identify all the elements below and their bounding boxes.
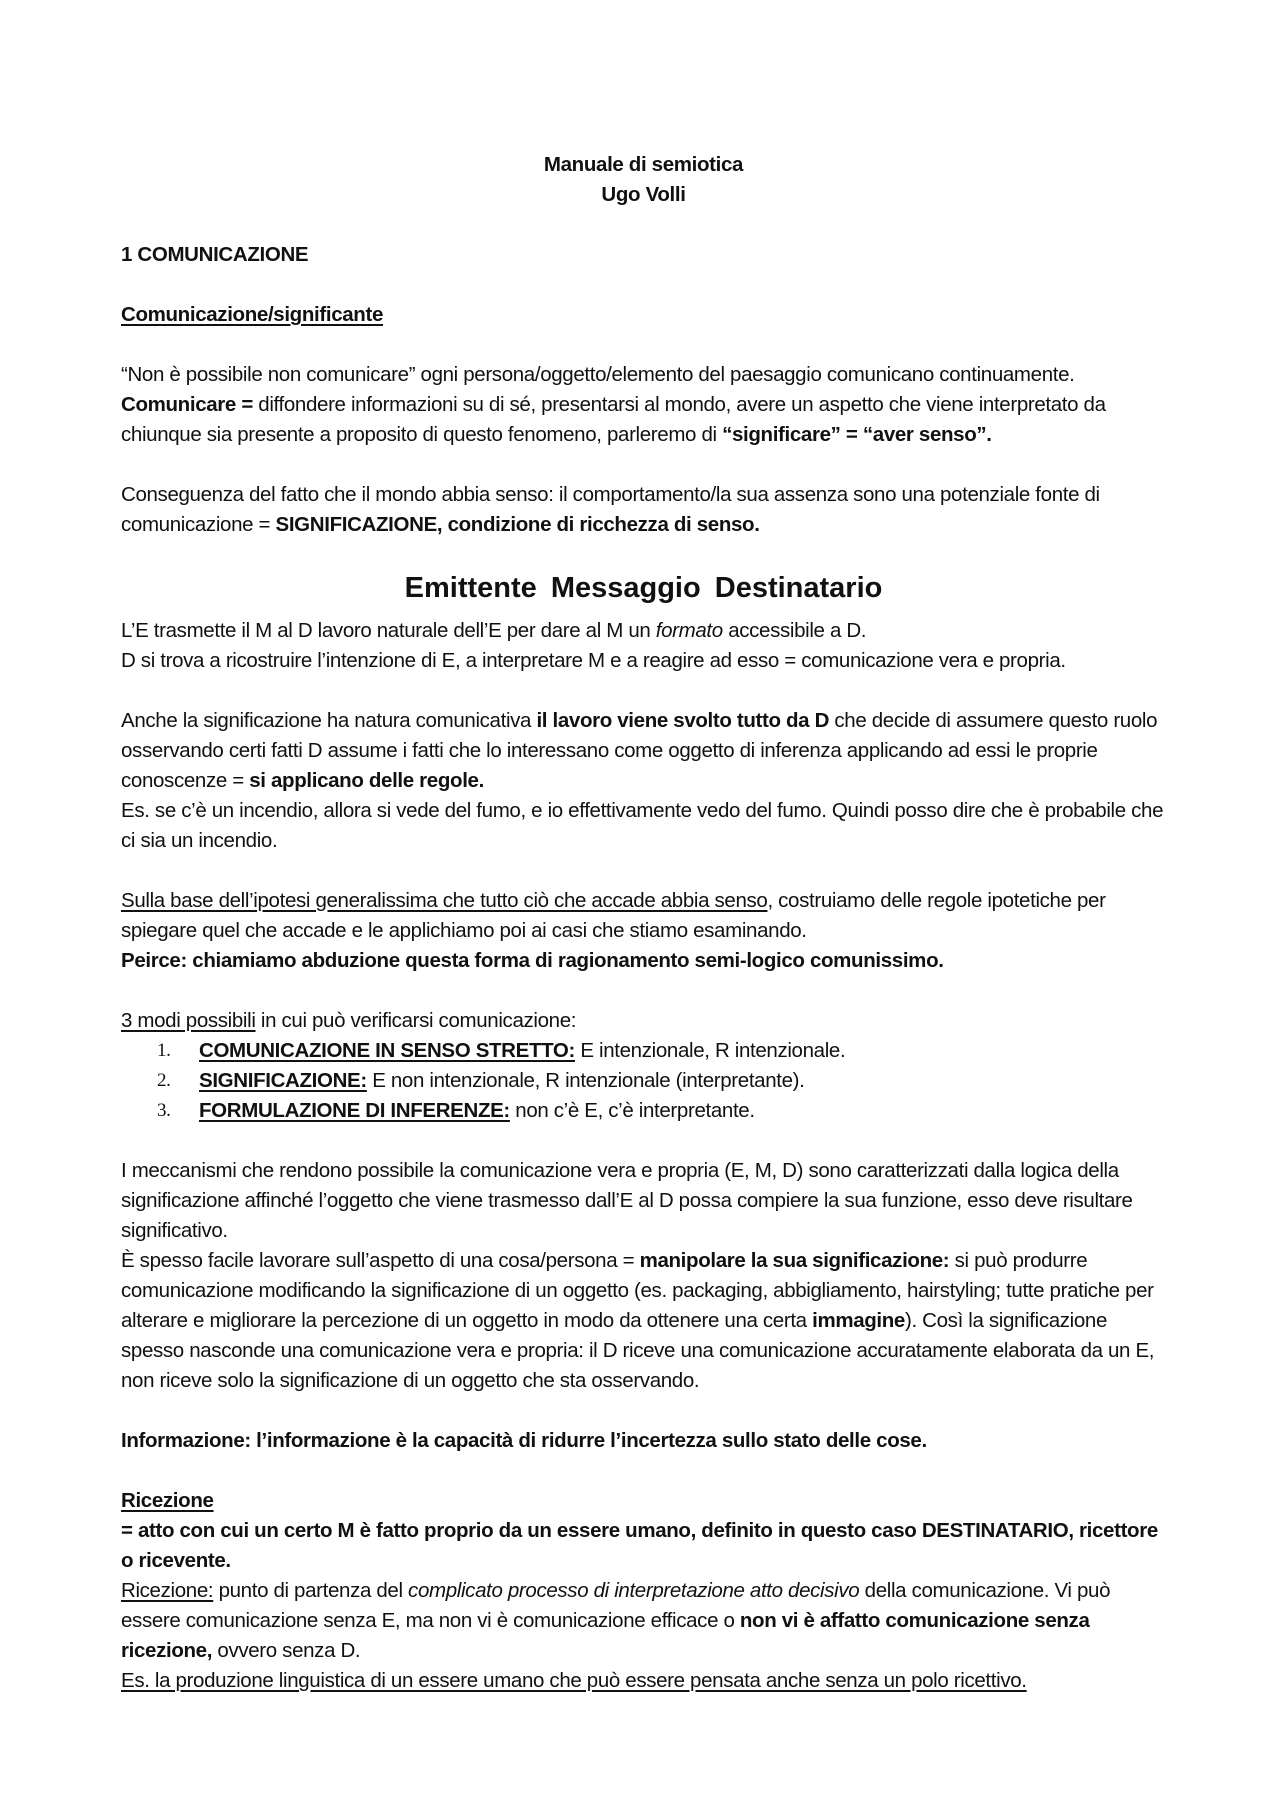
ricezione-b: della comunicazione. Vi può essere comunicazione senza E, ma non vi è comunicazione efficace o — [121, 1579, 1111, 1632]
para1-bold-lead: Comunicare = — [121, 393, 253, 416]
list-text: E intenzionale, R intenzionale. — [575, 1039, 846, 1062]
modes-list — [121, 1036, 1166, 1126]
para4-bold1: il lavoro viene svolto tutto da D — [536, 709, 830, 732]
paragraph-ricostruzione: D si trova a ricostruire l’intenzione di E, a interpretare M e a reagire ad esso = comunicazione vera e propria. — [121, 649, 1066, 672]
para1-line1: “Non è possibile non comunicare” ogni persona/oggetto/elemento del paesaggio comunicano continuamente. — [121, 363, 1075, 386]
para3-a: L’E trasmette il M al D lavoro naturale dell’E per dare al M un — [121, 619, 656, 642]
ricezione-a: punto di partenza del — [213, 1579, 409, 1602]
document-title: Manuale di semiotica — [543, 153, 744, 176]
para6-bold1: manipolare la sua significazione: — [639, 1249, 950, 1272]
para5-rest: , costruiamo delle regole ipotetiche per spiegare quel che accade e le applichiamo poi ai casi che stiamo esaminando. — [121, 889, 1106, 942]
para4-bold2: si applicano delle regole. — [249, 769, 484, 792]
para6-bold2: immagine — [812, 1309, 905, 1332]
ricezione-c: ovvero senza D. — [212, 1639, 361, 1662]
paragraph-manipolare — [121, 1246, 1166, 1396]
list-item — [121, 1066, 1166, 1096]
list-number: 3. — [157, 1100, 171, 1121]
para4-b: che decide di assumere questo ruolo osservando certi fatti D assume i fatti che lo interessano come oggetto di inferenza applicando ad essi le proprie conoscenze = — [121, 709, 1158, 792]
modes-intro-underlined: 3 modi possibili — [121, 1009, 256, 1032]
list-number: 2. — [157, 1070, 171, 1091]
para5-underlined: Sulla base dell’ipotesi generalissima che tutto ciò che accade abbia senso — [121, 889, 768, 912]
ricezione-example: Es. la produzione linguistica di un essere umano che può essere pensata anche senza un polo ricettivo. — [121, 1669, 1027, 1692]
list-text: non c’è E, c’è interpretante. — [509, 1099, 755, 1122]
document-page — [121, 150, 1166, 1696]
subsection-heading: Comunicazione/significante — [121, 303, 383, 326]
paragraph-meccanismi: I meccanismi che rendono possibile la comunicazione vera e propria (E, M, D) sono caratterizzati dalla logica della significazione affinché l’oggetto che viene trasmesso dall’E al D possa compiere la sua funzione, esso deve risultare significativo. — [121, 1159, 1133, 1242]
list-label: FORMULAZIONE DI INFERENZE: — [199, 1099, 510, 1122]
para6-c: si può produrre comunicazione modificando la significazione di un oggetto (es. packaging, abbigliamento, hairstyling; tutte pratiche per alterare e migliorare la percezione di un oggetto in modo da ottenere una certa — [121, 1249, 1154, 1332]
para1-rest: diffondere informazioni su di sé, presentarsi al mondo, avere un aspetto che viene interpretato da chiunque sia presente a proposito di questo fenomeno, parleremo di — [121, 393, 1106, 446]
list-text: E non intenzionale, R intenzionale (interpretante). — [366, 1069, 805, 1092]
paragraph-peirce: Peirce: chiamiamo abduzione questa forma di ragionamento semi-logico comunissimo. — [121, 949, 944, 972]
paragraph-informazione: Informazione: l’informazione è la capacità di ridurre l’incertezza sullo stato delle cose. — [121, 1429, 927, 1452]
paragraph-trasmissione — [121, 616, 1166, 646]
list-label: COMUNICAZIONE IN SENSO STRETTO: — [199, 1039, 576, 1062]
para2-bold-end: SIGNIFICAZIONE, condizione di ricchezza di senso. — [275, 513, 760, 536]
ricezione-label: Ricezione: — [121, 1579, 214, 1602]
paragraph-comunicare — [121, 360, 1166, 450]
list-item — [121, 1096, 1166, 1126]
ricezione-heading: Ricezione — [121, 1489, 214, 1512]
list-item — [121, 1036, 1166, 1066]
para3-italic: formato — [655, 619, 723, 642]
list-number: 1. — [157, 1040, 171, 1061]
paragraph-significazione — [121, 706, 1166, 796]
para2-text: Conseguenza del fatto che il mondo abbia senso: il comportamento/la sua assenza sono una potenziale fonte di comunicazione = — [121, 483, 1100, 536]
paragraph-esempio-incendio: Es. se c’è un incendio, allora si vede del fumo, e io effettivamente vedo del fumo. Quindi posso dire che è probabile che ci sia un incendio. — [121, 799, 1164, 852]
para4-a: Anche la significazione ha natura comunicativa — [121, 709, 537, 732]
document-author: Ugo Volli — [601, 183, 686, 206]
ricezione-definition: = atto con cui un certo M è fatto proprio da un essere umano, definito in questo caso DESTINATARIO, ricettore o ricevente. — [121, 1519, 1158, 1572]
paragraph-ipotesi — [121, 886, 1166, 946]
list-label: SIGNIFICAZIONE: — [199, 1069, 367, 1092]
para3-b: accessibile a D. — [722, 619, 867, 642]
paragraph-ricezione — [121, 1576, 1166, 1666]
emittente-messaggio-destinatario-heading: Emittente Messaggio Destinatario — [404, 572, 883, 604]
modes-intro — [121, 1006, 1166, 1036]
para6-d: ). Così la significazione spesso nasconde una comunicazione vera e propria: il D riceve una comunicazione accuratamente elaborata da un E, non riceve solo la significazione di un oggetto che sta osservando. — [121, 1309, 1155, 1392]
paragraph-conseguenza — [121, 480, 1166, 540]
para1-bold-end: “significare” = “aver senso”. — [722, 423, 992, 446]
section-heading: 1 COMUNICAZIONE — [121, 243, 309, 266]
title-block — [121, 150, 1166, 210]
para6-b: È spesso facile lavorare sull’aspetto di una cosa/persona = — [121, 1249, 640, 1272]
ricezione-italic: complicato processo di interpretazione atto decisivo — [408, 1579, 860, 1602]
modes-intro-rest: in cui può verificarsi comunicazione: — [255, 1009, 577, 1032]
ricezione-bold: non vi è affatto comunicazione senza ricezione, — [121, 1609, 1090, 1662]
